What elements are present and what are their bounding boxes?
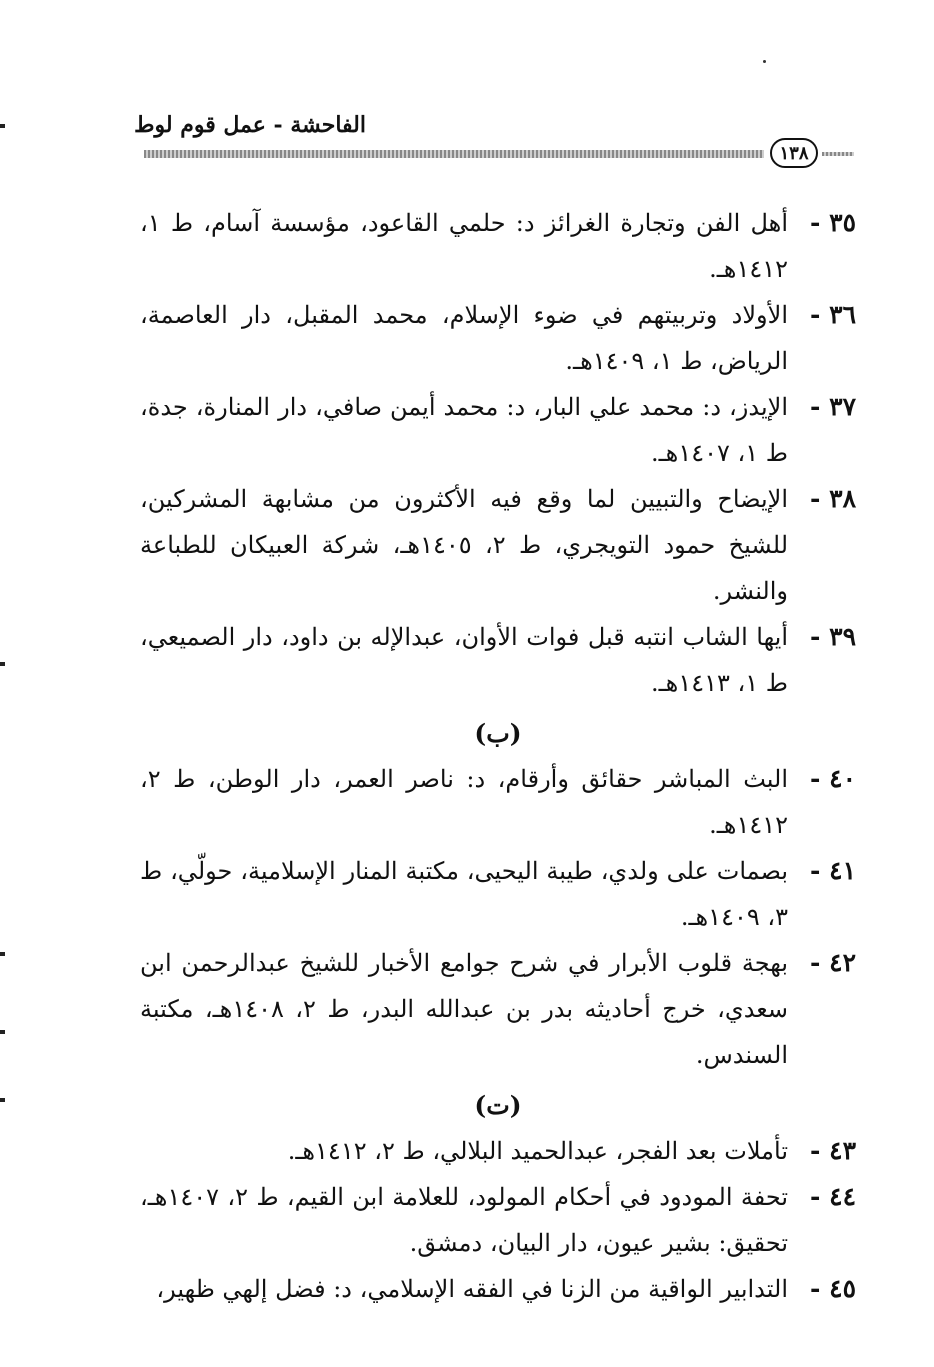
entry-text: التدابير الواقية من الزنا في الفقه الإسلامي، د: فضل إلهي ظهير، <box>156 1275 788 1303</box>
entry-number: ٤١ - <box>810 856 856 885</box>
entry-text: بصمات على ولدي، طيبة اليحيى، مكتبة المنار الإسلامية، حولّي، ط ٣، ١٤٠٩هـ. <box>140 857 788 931</box>
bibliography-entry <box>140 940 856 1078</box>
entry-text: أيها الشاب انتبه قبل فوات الأوان، عبدالإله بن داود، دار الصميعي، ط ١، ١٤١٣هـ. <box>140 623 788 697</box>
page-number: ١٣٨ <box>770 138 818 168</box>
entry-number: ٤٣ - <box>810 1136 856 1165</box>
bibliography-entry <box>140 614 856 706</box>
bibliography-entry <box>140 200 856 292</box>
bibliography-entry <box>140 384 856 476</box>
entry-text: أهل الفن وتجارة الغرائز د: حلمي القاعود، مؤسسة آسام، ط ١، ١٤١٢هـ. <box>140 209 788 283</box>
entry-number: ٤٠ - <box>810 764 856 793</box>
scan-margin-mark <box>0 662 5 666</box>
header-rule <box>144 150 764 158</box>
scan-margin-mark <box>0 1098 5 1102</box>
scan-margin-mark <box>0 952 5 956</box>
bibliography-entry <box>140 1128 856 1174</box>
scan-margin-mark <box>0 124 5 128</box>
entry-number: ٤٢ - <box>810 948 856 977</box>
entry-number: ٣٩ - <box>810 622 856 651</box>
bibliography-entry <box>140 476 856 614</box>
bibliography-entry <box>140 1174 856 1266</box>
bibliography-entry <box>140 756 856 848</box>
section-heading-t: (ت) <box>474 1091 522 1120</box>
section-heading-b: (ب) <box>474 719 522 748</box>
running-title: الفاحشة - عمل قوم لوط <box>134 112 366 138</box>
entry-text: الإيضاح والتبيين لما وقع فيه الأكثرون من مشابهة المشركين، للشيخ حمود التويجري، ط ٢، ١٤٠٥هـ، شركة العبيكان للطباعة والنشر. <box>140 485 788 605</box>
scan-margin-mark <box>0 1030 5 1034</box>
entry-text: بهجة قلوب الأبرار في شرح جوامع الأخبار للشيخ عبدالرحمن ابن سعدي، خرج أحاديثه بدر بن عبدالله البدر، ط ٢، ١٤٠٨هـ، مكتبة السندس. <box>140 949 788 1069</box>
entry-number: ٣٨ - <box>810 484 856 513</box>
entry-number: ٣٧ - <box>810 392 856 421</box>
entry-text: تأملات بعد الفجر، عبدالحميد البلالي، ط ٢، ١٤١٢هـ. <box>287 1137 788 1165</box>
bibliography-list <box>140 200 856 1312</box>
entry-text: الإيدز، د: محمد علي البار، د: محمد أيمن صافي، دار المنارة، جدة، ط ١، ١٤٠٧هـ. <box>140 393 788 467</box>
entry-text: الأولاد وتربيتهم في ضوء الإسلام، محمد المقبل، دار العاصمة، الرياض، ط ١، ١٤٠٩هـ. <box>140 301 788 375</box>
entry-number: ٤٥ - <box>810 1274 856 1303</box>
entry-number: ٣٦ - <box>810 300 856 329</box>
entry-number: ٤٤ - <box>810 1182 856 1211</box>
entry-number: ٣٥ - <box>810 208 856 237</box>
entry-text: البث المباشر حقائق وأرقام، د: ناصر العمر، دار الوطن، ط ٢، ١٤١٢هـ. <box>140 765 788 839</box>
bibliography-entry <box>140 1266 856 1312</box>
bibliography-entry <box>140 292 856 384</box>
entry-text: تحفة المودود في أحكام المولود، للعلامة ابن القيم، ط ٢، ١٤٠٧هـ، تحقيق: بشير عيون، دار البيان، دمشق. <box>140 1183 789 1257</box>
header-rule-end <box>822 152 854 156</box>
bibliography-entry <box>140 848 856 940</box>
scan-speck <box>763 60 766 63</box>
